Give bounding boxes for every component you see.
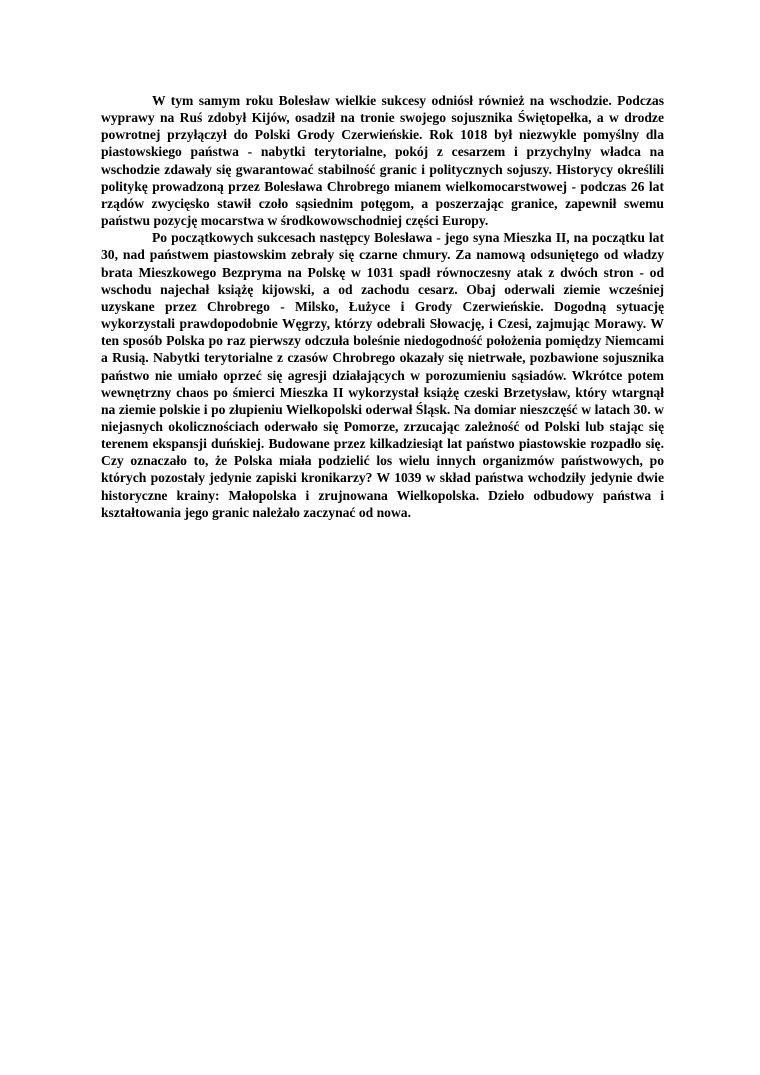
- paragraph-boleslaw-eastern-successes: W tym samym roku Bolesław wielkie sukcesy odniósł również na wschodzie. Podczas wyprawy na Ruś zdobył Kijów, osadził na tronie swojego sojusznika Świętopełka, a w drodze powrotnej przyłączył do Polski Grody Czerwieńskie. Rok 1018 był niezwykle pomyślny dla piastowskiego państwa - nabytki terytorialne, pokój z cesarzem i przychylny władca na wschodzie zdawały się gwarantować stabilność granic i politycznych sojuszy. Historycy określili politykę prowadzoną przez Bolesława Chrobrego mianem wielkomocarstwowej - podczas 26 lat rządów zwycięsko stawił czoło sąsiednim potęgom, a poszerzając granice, zapewnił swemu państwu pozycję mocarstwa w środkowowschodniej części Europy.: [101, 93, 664, 229]
- document-text-body: [101, 92, 664, 521]
- paragraph-mieszko-ii-crisis: Po początkowych sukcesach następcy Bolesława - jego syna Mieszka II, na początku lat 30, nad państwem piastowskim zebrały się czarne chmury. Za namową odsuniętego od władzy brata Mieszkowego Bezpryma na Polskę w 1031 spadł równoczesny atak z dwóch stron - od wschodu najechał książę kijowski, a od zachodu cesarz. Obaj oderwali ziemie wcześniej uzyskane przez Chrobrego - Milsko, Łużyce i Grody Czerwieńskie. Dogodną sytuację wykorzystali prawdopodobnie Węgrzy, którzy odebrali Słowację, i Czesi, zajmując Morawy. W ten sposób Polska po raz pierwszy odczuła boleśnie niedogodność położenia pomiędzy Niemcami a Rusią. Nabytki terytorialne z czasów Chrobrego okazały się nietrwałe, pozbawione sojusznika państwo nie umiało oprzeć się agresji działających w porozumieniu sąsiadów. Wkrótce potem wewnętrzny chaos po śmierci Mieszka II wykorzystał książę czeski Brzetysław, który wtargnął na ziemie polskie i po złupieniu Wielkopolski oderwał Śląsk. Na domiar nieszczęść w latach 30. w niejasnych okolicznościach oderwało się Pomorze, zrzucając zależność od Polski lub stając się terenem ekspansji duńskiej. Budowane przez kilkadziesiąt lat państwo piastowskie rozpadło się. Czy oznaczało to, że Polska miała podzielić los wielu innych organizmów państwowych, po których pozostały jedynie zapiski kronikarzy? W 1039 w skład państwa wchodziły jedynie dwie historyczne krainy: Małopolska i zrujnowana Wielkopolska. Dzieło odbudowy państwa i kształtowania jego granic należało zaczynać od nowa.: [101, 230, 664, 520]
